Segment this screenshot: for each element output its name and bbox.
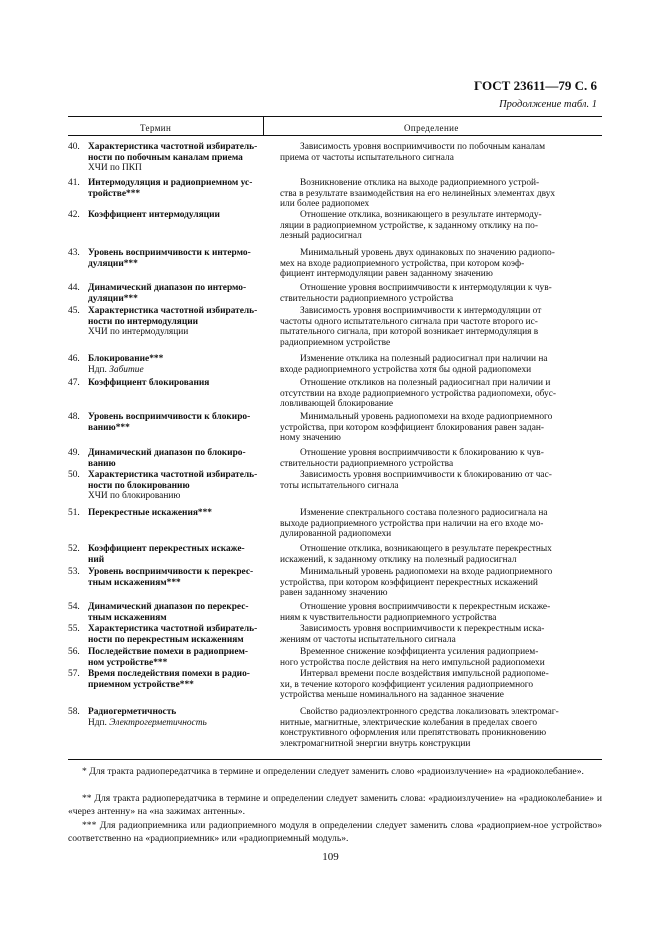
definition-line: входе радиоприемного устройства хотя бы одной радиопомехи xyxy=(280,364,532,375)
footnote-3: *** Для радиоприемника или радиоприемного модуля в определении следует заменить слова «радиоприем-ное устройство» соответственно на «радиоприемник» или «радиоприемный модуль». xyxy=(68,820,602,844)
definition-line: жениям от частоты испытательного сигнала xyxy=(280,634,456,645)
term-number: 49. xyxy=(68,448,80,458)
definition-line: Минимальный уровень радиопомехи на входе радиоприемного xyxy=(300,567,553,577)
table-continuation-label: Продолжение табл. 1 xyxy=(499,99,597,110)
definition-line: дулированной радиопомехи xyxy=(280,529,392,540)
definition-line: Отношение уровня восприимчивости к перекрестным искаже- xyxy=(300,602,551,612)
definition-line: отсутствии на входе радиоприемного устройства радиопомехи, обус- xyxy=(280,388,557,399)
term-cell xyxy=(68,354,264,375)
definition-cell xyxy=(280,412,602,444)
definition-line: Интервал времени после воздействия импульсной радиопоме- xyxy=(300,669,549,679)
term-number: 42. xyxy=(68,210,80,220)
definition-line: мех на входе радиоприемного устройства, при котором коэф- xyxy=(280,258,525,269)
definition-cell xyxy=(280,178,602,210)
definition-line: ного устройства после действия на него импульсной радиопомехи xyxy=(280,657,545,668)
definition-line: электромагнитной энергии внутрь конструкции xyxy=(280,738,471,749)
term-name-line: 46. Блокирование*** xyxy=(68,354,164,364)
term-cell xyxy=(68,248,264,269)
term-name-line: ности по блокированию xyxy=(88,480,190,491)
definition-cell xyxy=(280,567,602,599)
term-name-line: 53. Уровень восприимчивости к перекрес- xyxy=(68,567,254,577)
term-name-line: 44. Динамический диапазон по интермо- xyxy=(68,283,247,293)
term-number: 46. xyxy=(68,354,80,364)
term-name-line: 47. Коэффициент блокирования xyxy=(68,378,210,388)
definition-line: Зависимость уровня восприимчивости к интермодуляции от xyxy=(300,306,542,316)
definition-line: равен заданному значению xyxy=(280,588,388,599)
term-number: 56. xyxy=(68,647,80,657)
definition-line: или более радиопомех xyxy=(280,199,370,210)
definition-line: Минимальный уровень радиопомехи на входе радиоприемного xyxy=(300,412,553,422)
term-name-line: ности по перекрестным искажениям xyxy=(88,634,244,645)
term-name-line: 52. Коэффициент перекрестных искаже- xyxy=(68,544,245,554)
term-name-line: 54. Динамический диапазон по перекрес- xyxy=(68,602,249,612)
definition-line: устройства, при котором коэффициент блокирования равен задан- xyxy=(280,422,544,433)
term-cell xyxy=(68,567,264,588)
term-name-line: 57. Время последействия помехи в радио- xyxy=(68,669,250,679)
definition-line: устройства меньше номинального на заданное значение xyxy=(280,690,504,701)
definition-line: Временное снижение коэффициента усиления радиоприем- xyxy=(300,647,539,657)
term-name-line: 50. Характеристика частотной избиратель- xyxy=(68,470,258,480)
definition-line: конструктивного оформления или препятствовать проникновению xyxy=(280,728,547,739)
definition-line: Зависимость уровня восприимчивости к перекрестным иска- xyxy=(300,624,545,634)
footnote-1: * Для тракта радиопередатчика в термине и определении следует заменить слово «радиоизлучение» на «радиоколебание». xyxy=(82,766,584,777)
term-synonym: ХЧИ по блокированию xyxy=(88,491,181,502)
definition-line: частоты одного испытательного сигнала при частоте второго ис- xyxy=(280,316,538,327)
definition-cell xyxy=(280,283,602,304)
term-name-line: ванию xyxy=(88,458,116,469)
term-name-line: 58. Радиогерметичность xyxy=(68,707,177,717)
definition-line: ствительности радиоприемного устройства xyxy=(280,458,454,469)
definition-line: фициент интермодуляции равен заданному значению xyxy=(280,269,493,280)
definition-line: устройства, при котором коэффициент перекрестных искажений xyxy=(280,577,538,588)
term-number: 57. xyxy=(68,669,80,679)
footnote-2: ** Для тракта радиопередатчика в термине и определении следует заменить слова: «радиоизлучение» на «радиоколебание» и «через антенну» на «на зажимах антенны». xyxy=(68,793,602,817)
term-cell xyxy=(68,306,264,338)
term-cell xyxy=(68,283,264,304)
term-name-line: дуляции*** xyxy=(88,258,138,269)
term-name-line: 41. Интермодуляция и радиоприемном ус- xyxy=(68,178,253,188)
definition-line: пытательного сигнала, при которой возникает интермодуляция в xyxy=(280,327,539,338)
definition-line: Возникновение отклика на выходе радиоприемного устрой- xyxy=(300,178,540,188)
page-number: 109 xyxy=(322,851,339,863)
term-name-line: 56. Последействие помехи в радиоприем- xyxy=(68,647,249,657)
term-number: 58. xyxy=(68,707,80,717)
definition-line: Отношение отклика, возникающего в результате интермоду- xyxy=(300,210,542,220)
definition-cell xyxy=(280,707,602,749)
definition-cell xyxy=(280,624,602,645)
term-name-line: 45. Характеристика частотной избиратель- xyxy=(68,306,258,316)
term-number: 47. xyxy=(68,378,80,388)
definition-line: лезный радиосигнал xyxy=(280,231,362,242)
term-cell xyxy=(68,669,264,690)
definition-cell xyxy=(280,448,602,469)
definition-cell xyxy=(280,647,602,668)
term-number: 54. xyxy=(68,602,80,612)
definition-line: Минимальный уровень двух одинаковых по значению радиопо- xyxy=(300,248,555,258)
term-name-line: 43. Уровень восприимчивости к интермо- xyxy=(68,248,251,258)
term-synonym: ХЧИ по интермодуляции xyxy=(88,327,189,338)
term-name-line: приемном устройстве*** xyxy=(88,679,194,690)
term-name-line: 48. Уровень восприимчивости к блокиро- xyxy=(68,412,251,422)
definition-cell xyxy=(280,142,602,163)
term-cell xyxy=(68,142,264,174)
table-header-divider xyxy=(263,117,264,135)
definition-cell xyxy=(280,669,602,701)
definition-line: Отношение отклика, возникающего в результате перекрестных xyxy=(300,544,552,554)
column-header-term: Термин xyxy=(140,123,172,133)
term-cell xyxy=(68,470,264,502)
term-synonym: Ндп. Электрогерметичность xyxy=(88,717,207,728)
term-synonym: ХЧИ по ПКП xyxy=(88,163,142,174)
term-name-line: ном устройстве*** xyxy=(88,657,168,668)
definition-line: нитные, магнитные, электрические колебания в пределах своего xyxy=(280,717,538,728)
term-name-line: ванию*** xyxy=(88,422,130,433)
definition-line: Свойство радиоэлектронного средства локализовать электромаг- xyxy=(300,707,559,717)
definition-cell xyxy=(280,470,602,491)
definition-line: Зависимость уровня восприимчивости по побочным каналам xyxy=(300,142,546,152)
definition-line: выходе радиоприемного устройства при наличии на его входе мо- xyxy=(280,518,544,529)
term-cell xyxy=(68,412,264,433)
term-number: 41. xyxy=(68,178,80,188)
definition-line: Отношение уровня восприимчивости к блокированию к чув- xyxy=(300,448,544,458)
term-number: 55. xyxy=(68,624,80,634)
term-name-line: 42. Коэффициент интермодуляции xyxy=(68,210,220,220)
table-bottom-rule xyxy=(68,759,602,760)
term-number: 40. xyxy=(68,142,80,152)
term-number: 50. xyxy=(68,470,80,480)
term-name-line: 51. Перекрестные искажения*** xyxy=(68,508,212,518)
term-cell xyxy=(68,508,264,519)
term-name-line: 40. Характеристика частотной избиратель- xyxy=(68,142,258,152)
definition-line: приема от частоты испытательного сигнала xyxy=(280,152,454,163)
definition-cell xyxy=(280,544,602,565)
term-cell xyxy=(68,647,264,668)
definition-line: ства в результате взаимодействия на его нелинейных элементах двух xyxy=(280,188,556,199)
term-synonym: Ндп. Забитие xyxy=(88,364,144,375)
term-cell xyxy=(68,602,264,623)
definition-cell xyxy=(280,602,602,623)
term-name-line: дуляции*** xyxy=(88,293,138,304)
term-name-line: ности по побочным каналам приема xyxy=(88,152,243,163)
definition-line: Отношение откликов на полезный радиосигнал при наличии и xyxy=(300,378,551,388)
term-name-line: ний xyxy=(88,554,105,565)
term-number: 44. xyxy=(68,283,80,293)
definition-line: ниям к чувствительности радиоприемного устройства xyxy=(280,612,497,623)
term-number: 48. xyxy=(68,412,80,422)
definition-cell xyxy=(280,508,602,540)
term-name-line: ности по интермодуляции xyxy=(88,316,199,327)
term-number: 53. xyxy=(68,567,80,577)
term-name-line: тным искажениям xyxy=(88,612,167,623)
term-cell xyxy=(68,378,264,389)
term-cell xyxy=(68,707,264,728)
definition-line: ловливающей блокирование xyxy=(280,399,394,410)
term-name-line: 55. Характеристика частотной избиратель- xyxy=(68,624,258,634)
definition-line: ному значению xyxy=(280,433,341,444)
term-cell xyxy=(68,210,264,221)
definition-line: Отношение уровня восприимчивости к интермодуляции к чув- xyxy=(300,283,552,293)
term-cell xyxy=(68,448,264,469)
term-name-line: тройстве*** xyxy=(88,188,141,199)
term-number: 43. xyxy=(68,248,80,258)
definition-cell xyxy=(280,354,602,375)
definition-line: тоты испытательного сигнала xyxy=(280,480,399,491)
definition-cell xyxy=(280,248,602,280)
term-number: 52. xyxy=(68,544,80,554)
term-number: 45. xyxy=(68,306,80,316)
definition-cell xyxy=(280,378,602,410)
document-header: ГОСТ 23611—79 С. 6 xyxy=(474,78,597,93)
definition-line: хи, в течение которого коэффициент усиления радиоприемного xyxy=(280,679,534,690)
term-number: 51. xyxy=(68,508,80,518)
definition-line: ляции в радиоприемном устройстве, к заданному отклику на по- xyxy=(280,220,538,231)
definition-line: Изменение спектрального состава полезного радиосигнала на xyxy=(300,508,548,518)
column-header-definition: Определение xyxy=(404,123,459,133)
definition-cell xyxy=(280,210,602,242)
term-cell xyxy=(68,624,264,645)
definition-line: искажений, к заданному отклику на полезный радиосигнал xyxy=(280,554,517,565)
definition-line: Зависимость уровня восприимчивости к блокированию от час- xyxy=(300,470,552,480)
term-name-line: 49. Динамический диапазон по блокиро- xyxy=(68,448,246,458)
term-cell xyxy=(68,178,264,199)
definition-cell xyxy=(280,306,602,348)
definition-line: Изменение отклика на полезный радиосигнал при наличии на xyxy=(300,354,548,364)
term-cell xyxy=(68,544,264,565)
definition-line: ствительности радиоприемного устройства xyxy=(280,293,454,304)
table-top-rule xyxy=(68,116,602,117)
definition-line: радиоприемном устройстве xyxy=(280,337,391,348)
term-name-line: тным искажениям*** xyxy=(88,577,181,588)
table-header-rule xyxy=(68,135,602,136)
